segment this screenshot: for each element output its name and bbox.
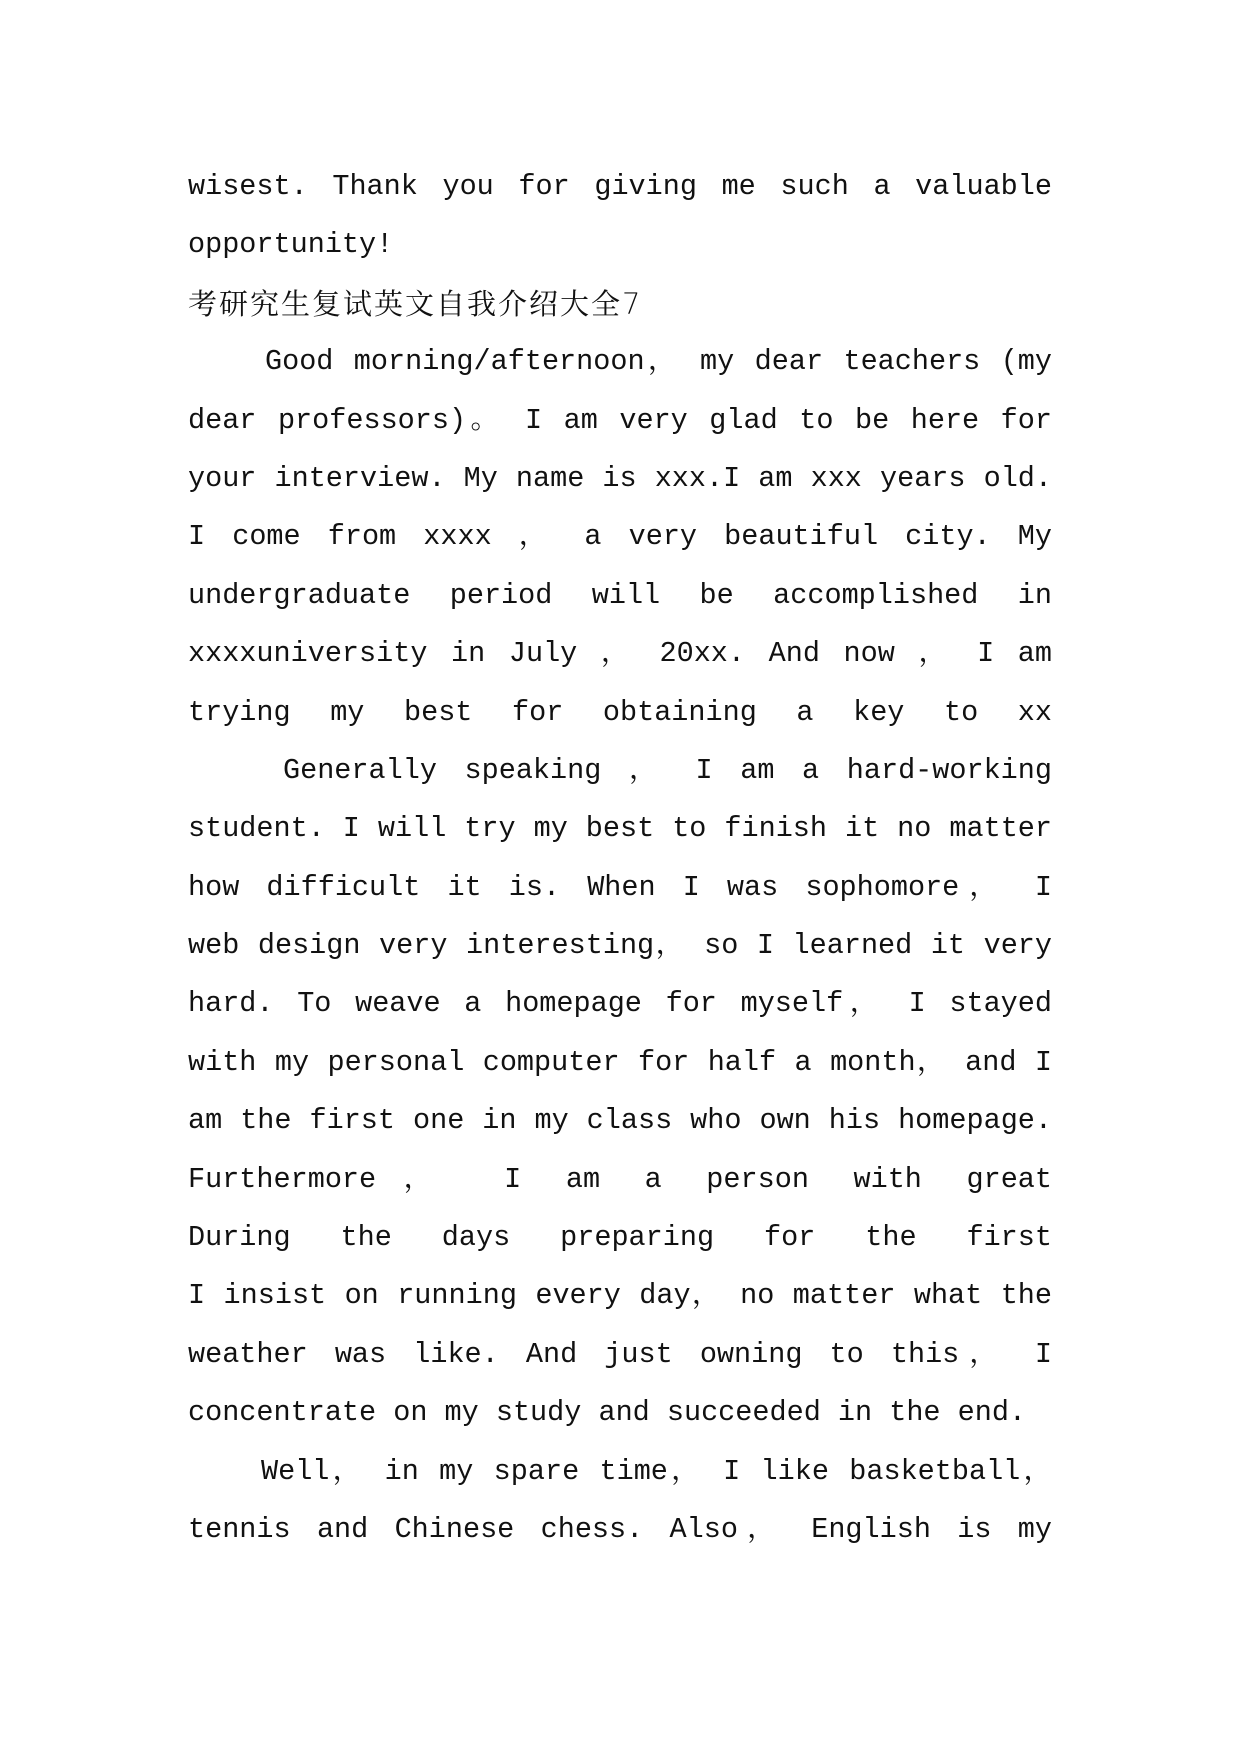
text-line: Good morning/afternoon， my dear teachers (my [265, 345, 1052, 379]
text-line: Generally speaking ， I am a hard-working [283, 753, 1052, 787]
text-line: Furthermore， I am a person with great [188, 1162, 1052, 1196]
text-line: I come from xxxx ， a very beautiful city. My [188, 520, 1052, 554]
text-line: During the days preparing for the first [188, 1221, 1052, 1255]
text-line: am the first one in my class who own his homepage. [188, 1104, 1052, 1138]
text-line: web design very interesting， so I learned it very [188, 929, 1052, 963]
text-line: dear professors)。 I am very glad to be here for [188, 403, 1052, 437]
text-line: weather was like. And just owning to this， I [188, 1337, 1052, 1371]
text-line: Well， in my spare time， I like basketball， [261, 1454, 1052, 1488]
text-line: undergraduate period will be accomplished in [188, 578, 1052, 612]
section-title: 考研究生复试英文自我介绍大全7 [188, 286, 643, 321]
text-line: your interview. My name is xxx.I am xxx years old. [188, 461, 1052, 495]
text-line: I insist on running every day， no matter what the [188, 1279, 1052, 1313]
text-line: how difficult it is. When I was sophomore， I [188, 870, 1052, 904]
text-line: xxxxuniversity in July ， 20xx. And now ， I am [188, 637, 1052, 671]
text-line: with my personal computer for half a month， and I [188, 1045, 1052, 1079]
document-page [188, 158, 1052, 1559]
text-line: concentrate on my study and succeeded in the end. [188, 1396, 1027, 1430]
text-line: trying my best for obtaining a key to xx [188, 695, 1052, 729]
text-line: student. I will try my best to finish it no matter [188, 812, 1052, 846]
text-line: wisest. Thank you for giving me such a valuable [188, 170, 1052, 203]
text-line: tennis and Chinese chess. Also， English is my [188, 1512, 1052, 1546]
text-line: opportunity! [188, 228, 394, 262]
text-line: hard. To weave a homepage for myself， I stayed [188, 987, 1052, 1021]
